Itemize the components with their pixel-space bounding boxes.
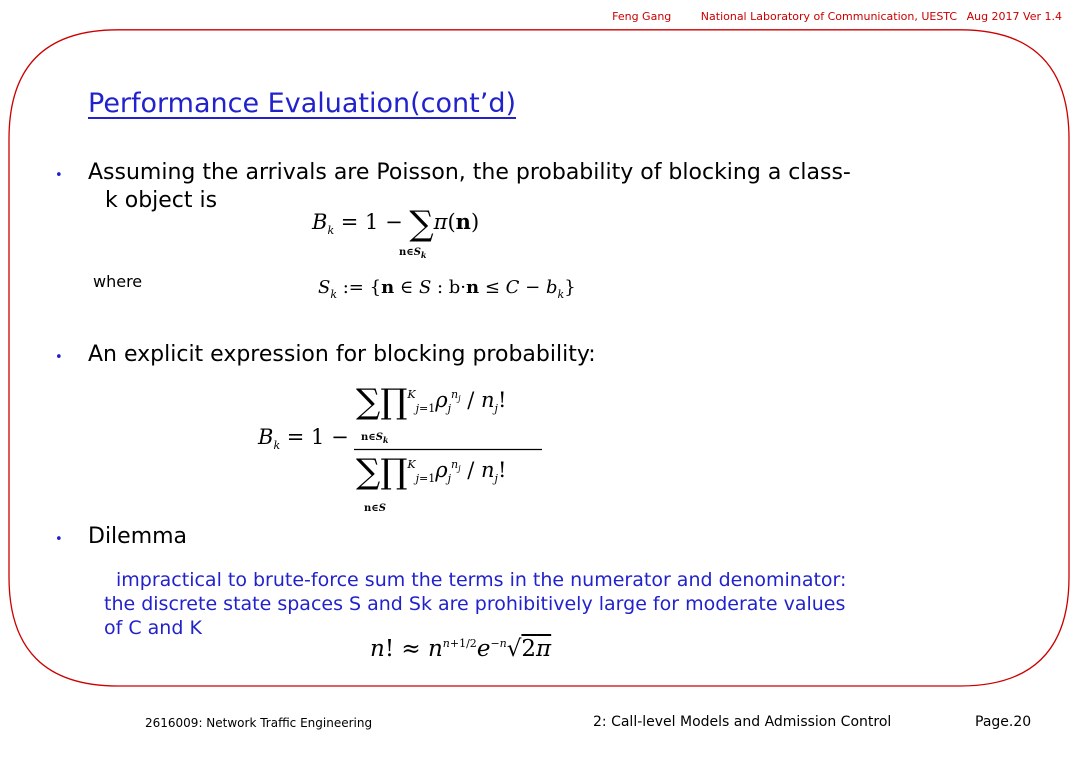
formula-denominator-index: n∈S — [364, 503, 386, 514]
header-date-version: Aug 2017 Ver 1.4 — [966, 10, 1062, 23]
dilemma-line-1: impractical to brute-force sum the terms in the numerator and denominator: — [116, 569, 847, 591]
bullet-2-text: An explicit expression for blocking probability: — [88, 342, 596, 367]
formula-denominator: $\sum\prod^K_{j=1}\rho_j^{n_j} / n_j$! — [356, 452, 507, 492]
formula-blocking-probability: $B_k = 1 - \sum\pi(n)$ — [312, 204, 480, 244]
bullet-dot: • — [55, 350, 63, 365]
formula-stirling: n! ≈ $n^{n+1/2}e^{-n}√2\pi$ — [370, 636, 552, 662]
header-affiliation: National Laboratory of Communication, UESTC — [700, 10, 958, 23]
formula-sum-index: $n\in S_k$ — [399, 247, 427, 260]
dilemma-line-3: of C and K — [104, 617, 202, 639]
slide-title: Performance Evaluation(cont’d) — [88, 88, 516, 119]
slide-header — [586, 10, 1062, 23]
formula-numerator: $\sum\prod^K_{j=1}\rho_j^{n_j} / n_j$! — [356, 382, 507, 422]
formula-numerator-index: $n\in S_k$ — [361, 432, 389, 445]
bullet-dot: • — [55, 532, 63, 547]
bullet-1-line-1: Assuming the arrivals are Poisson, the probability of blocking a class- — [88, 160, 851, 185]
header-author: Feng Gang — [612, 10, 672, 23]
where-label: where — [93, 272, 143, 291]
dilemma-line-2: the discrete state spaces S and Sk are prohibitively large for moderate values — [104, 593, 846, 615]
bullet-dot: • — [55, 168, 63, 183]
footer-course: 2616009: Network Traffic Engineering — [145, 716, 373, 730]
fraction-bar — [354, 448, 542, 451]
bullet-1-line-2: k object is — [105, 188, 218, 213]
bullet-3-text: Dilemma — [88, 524, 188, 549]
formula-state-space-sk: $S_k$ := {n ∈ S : $b\cdot n \le C - b_k$} — [318, 277, 576, 301]
footer-page: Page.20 — [975, 714, 1032, 730]
footer-chapter: 2: Call-level Models and Admission Control — [593, 714, 892, 730]
formula-explicit-lhs: $B_k = 1$ − — [258, 425, 349, 452]
